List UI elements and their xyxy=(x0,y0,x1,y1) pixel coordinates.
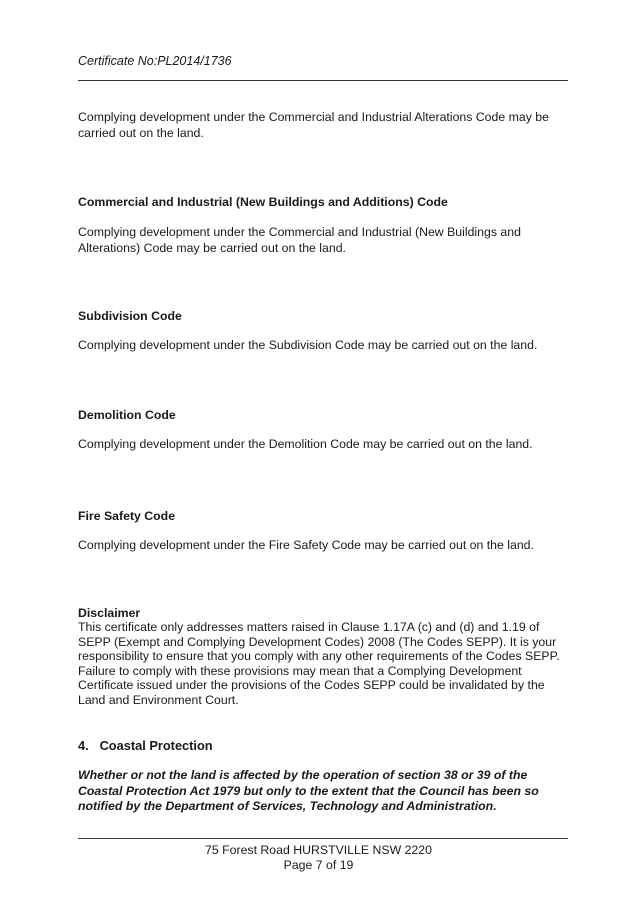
section-number: 4. xyxy=(78,738,89,753)
footer-address: 75 Forest Road HURSTVILLE NSW 2220 xyxy=(205,843,432,857)
disclaimer-body: This certificate only addresses matters raised in Clause 1.17A (c) and (d) and 1.19 of SEPP (Exempt and Complying Development Codes) 2008 (The Codes SEPP). It is your responsibility to ensure that you comply with any other requirements of the Codes SEPP. Failure to comply with these provisions may mean that a Complying Development Certificate issued under the provisions of the Codes SEPP could be invalidated by the Land and Environment Court. xyxy=(78,620,560,707)
subdivision-heading: Subdivision Code xyxy=(78,309,182,323)
commercial-new-heading: Commercial and Industrial (New Buildings and Additions) Code xyxy=(78,195,448,209)
demolition-text: Complying development under the Demolition Code may be carried out on the land. xyxy=(78,437,533,451)
commercial-new-text: Complying development under the Commercial and Industrial (New Buildings and Alterations) Code may be carried out on the land. xyxy=(78,225,521,255)
header-divider xyxy=(78,80,568,81)
footer-divider xyxy=(78,838,568,839)
commercial-alterations-text: Complying development under the Commercial and Industrial Alterations Code may be carried out on the land. xyxy=(78,110,549,140)
certificate-number: Certificate No:PL2014/1736 xyxy=(78,54,232,68)
fire-safety-heading: Fire Safety Code xyxy=(78,509,176,523)
coastal-protection-text: Whether or not the land is affected by the operation of section 38 or 39 of the Coastal Protection Act 1979 but only to the extent that the Council has been so notified by the Department of Services, Technology and Administration. xyxy=(78,768,539,813)
coastal-protection-heading xyxy=(78,738,213,753)
fire-safety-text: Complying development under the Fire Safety Code may be carried out on the land. xyxy=(78,538,534,552)
subdivision-text: Complying development under the Subdivision Code may be carried out on the land. xyxy=(78,338,538,352)
section-title: Coastal Protection xyxy=(99,738,213,753)
disclaimer-title: Disclaimer xyxy=(78,606,141,620)
demolition-heading: Demolition Code xyxy=(78,408,176,422)
page-number: Page 7 of 19 xyxy=(283,858,354,872)
